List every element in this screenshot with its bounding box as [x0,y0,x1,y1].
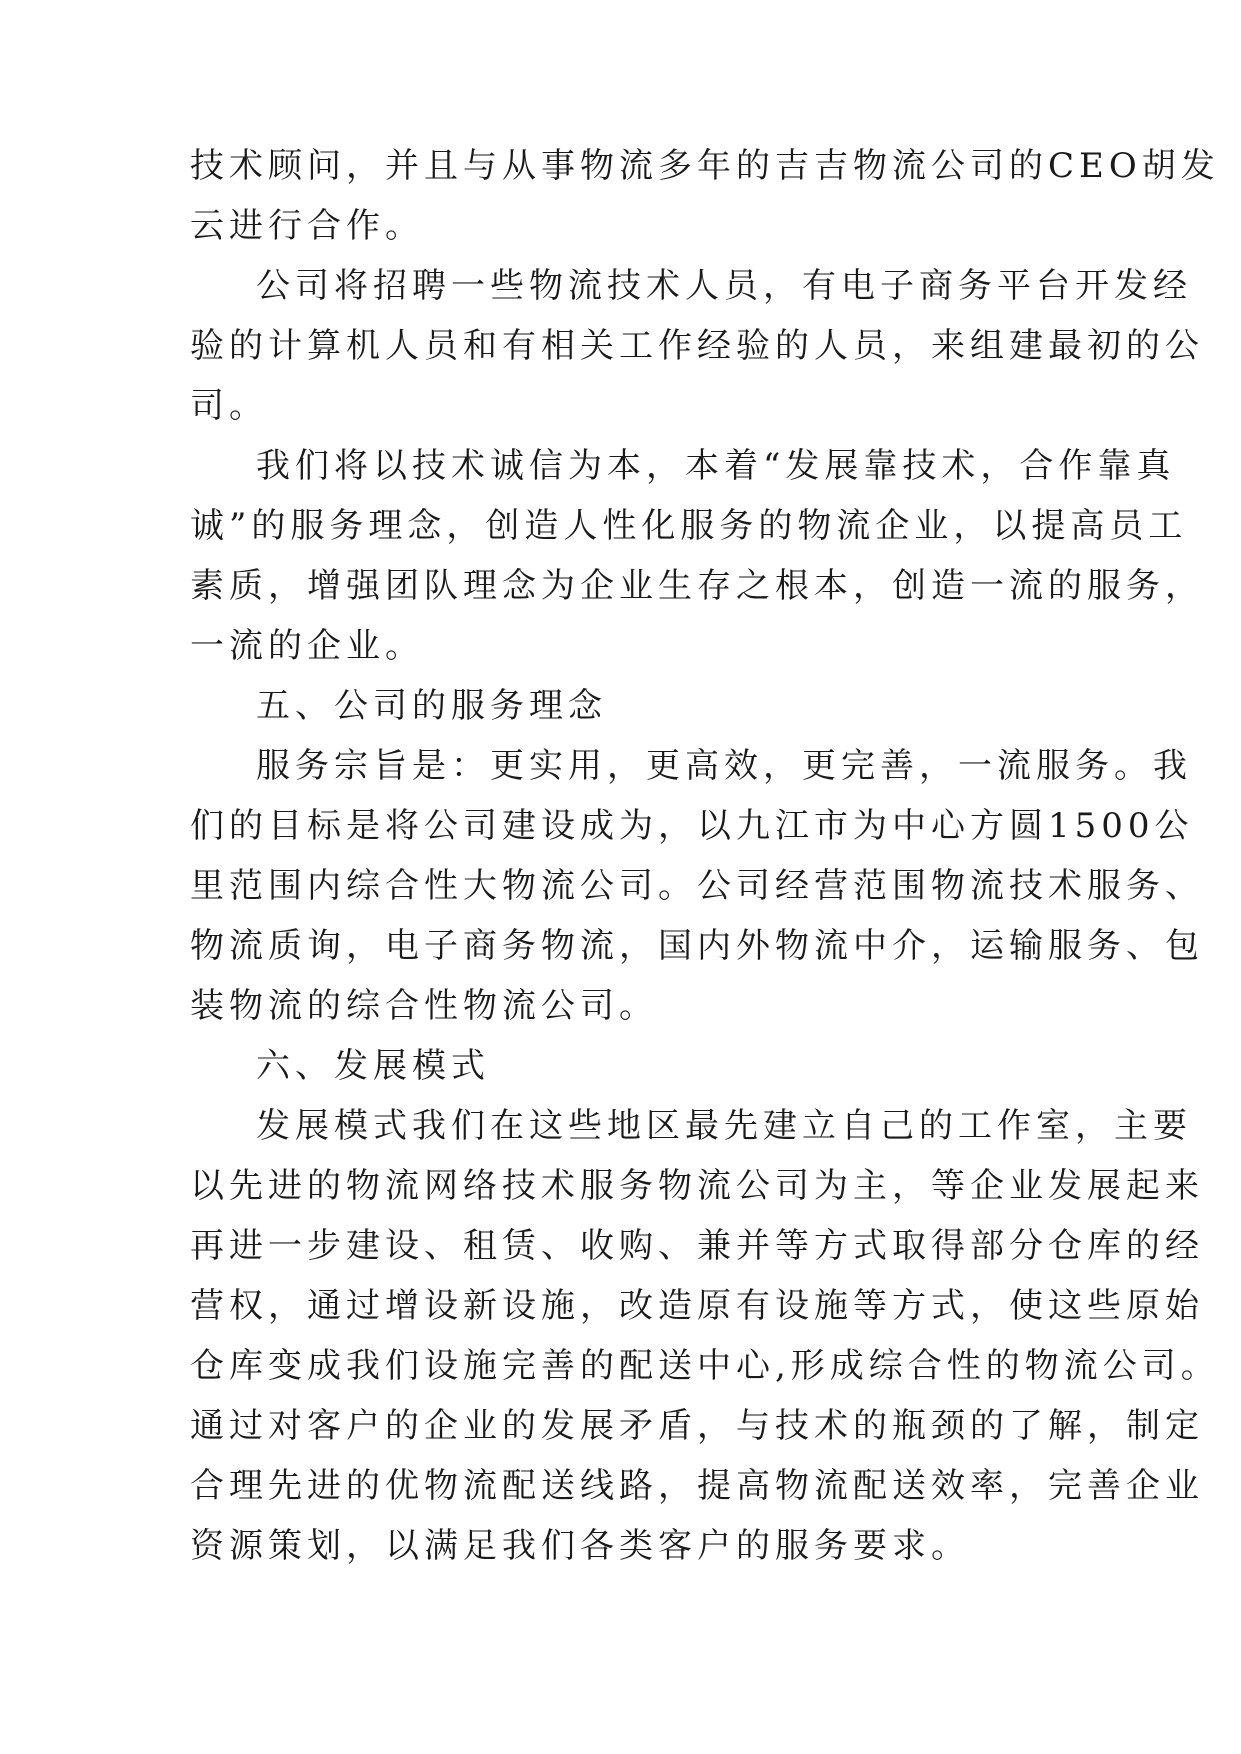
section-heading: 六、发展模式 [256,1046,490,1086]
section-heading: 五、公司的服务理念 [256,686,607,726]
text-line: 素质，增强团队理念为企业生存之根本，创造一流的服务， [190,566,1204,606]
text-line: 装物流的综合性物流公司。 [190,986,658,1026]
paragraph-start: 我们将以技术诚信为本，本着“发展靠技术，合作靠真 [256,446,1176,486]
text-line: 营权，通过增设新设施，改造原有设施等方式，使这些原始 [190,1286,1204,1326]
paragraph-start: 发展模式我们在这些地区最先建立自己的工作室，主要 [256,1106,1192,1146]
paragraph-start: 公司将招聘一些物流技术人员，有电子商务平台开发经 [256,266,1192,306]
text-line: 物流质询，电子商务物流，国内外物流中介，运输服务、包 [190,926,1204,966]
paragraph-start: 服务宗旨是：更实用，更高效，更完善，一流服务。我 [256,746,1192,786]
text-line: 资源策划，以满足我们各类客户的服务要求。 [190,1526,970,1566]
text-line: 一流的企业。 [190,626,424,666]
text-line: 里范围内综合性大物流公司。公司经营范围物流技术服务、 [190,866,1204,906]
text-line: 通过对客户的企业的发展矛盾，与技术的瓶颈的了解，制定 [190,1406,1204,1446]
text-line: 们的目标是将公司建设成为，以九江市为中心方圆1500公 [190,806,1194,846]
text-line: 技术顾问，并且与从事物流多年的吉吉物流公司的CEO胡发 [190,146,1220,186]
text-line: 再进一步建设、租赁、收购、兼并等方式取得部分仓库的经 [190,1226,1204,1266]
text-line: 司。 [190,386,268,426]
text-line: 以先进的物流网络技术服务物流公司为主，等企业发展起来 [190,1166,1204,1206]
text-line: 云进行合作。 [190,206,424,246]
text-line: 验的计算机人员和有相关工作经验的人员，来组建最初的公 [190,326,1204,366]
text-line: 诚”的服务理念，创造人性化服务的物流企业，以提高员工 [190,506,1188,546]
text-line: 合理先进的优物流配送线路，提高物流配送效率，完善企业 [190,1466,1204,1506]
text-line: 仓库变成我们设施完善的配送中心,形成综合性的物流公司。 [190,1346,1220,1386]
